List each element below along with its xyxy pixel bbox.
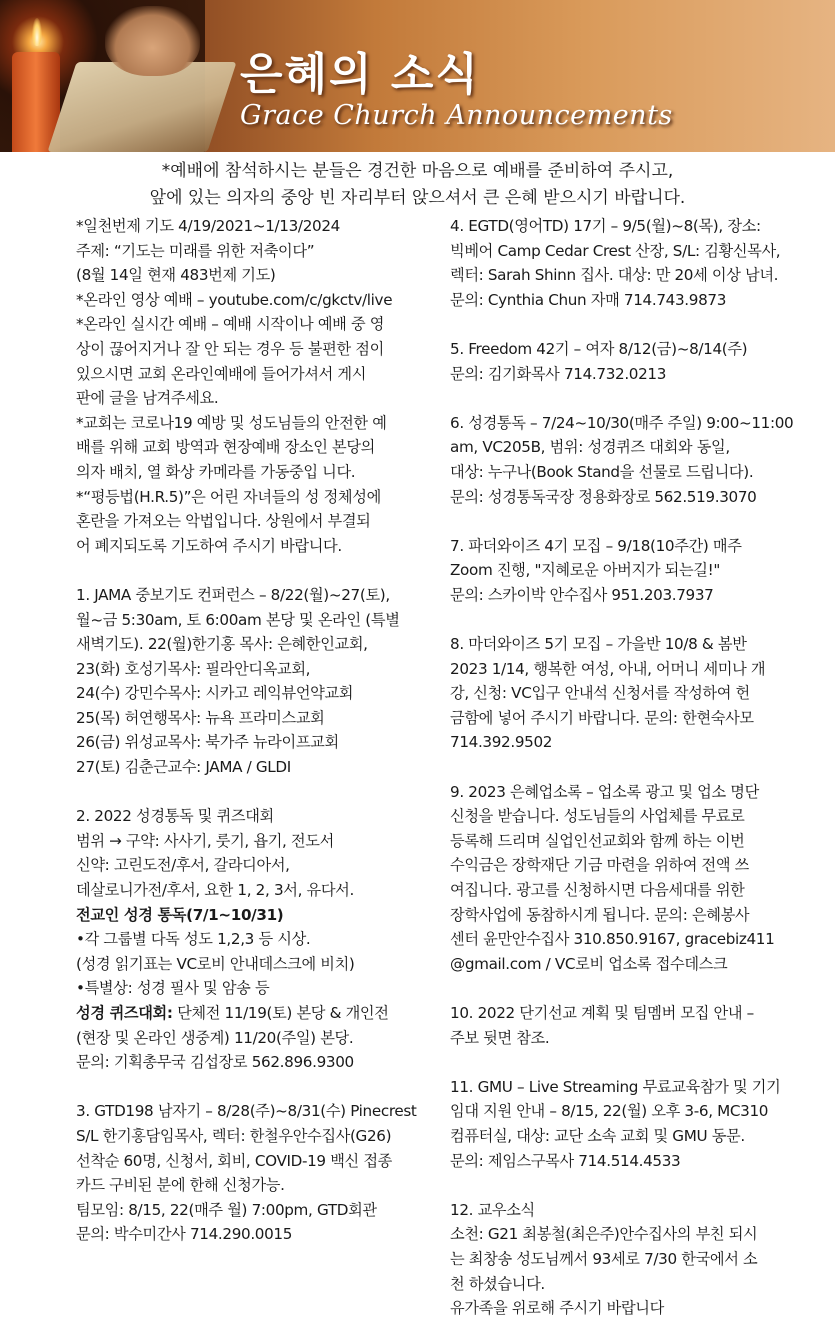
text-line: 여집니다. 광고를 신청하시면 다음세대를 위한: [450, 881, 745, 900]
text-line: [76, 1001, 438, 1026]
text-line: 문의: 기획총무국 김섭장로 562.896.9300: [76, 1053, 354, 1072]
text-line: 주제: “기도는 미래를 위한 저축이다”: [76, 241, 315, 260]
praying-hands-icon: [105, 6, 200, 76]
text-line: 새벽기도). 22(월)한기홍 목사: 은혜한인교회,: [76, 635, 368, 654]
text-line: 9. 2023 은혜업소록 – 업소록 광고 및 업소 명단: [450, 782, 759, 801]
text-line: 23(화) 호성기목사: 필라안디옥교회,: [76, 659, 311, 678]
text-line: *교회는 코로나19 예방 및 성도님들의 안전한 예: [76, 413, 387, 432]
text-line: 6. 성경통독 – 7/24~10/30(매주 주일) 9:00~11:00: [450, 413, 794, 432]
text-line: 유가족을 위로해 주시기 바랍니다: [450, 1299, 664, 1318]
announcement-item-12: [450, 1198, 815, 1321]
text-line: am, VC205B, 범위: 성경퀴즈 대회와 동일,: [450, 438, 730, 457]
text-line: 문의: 제임스구목사 714.514.4533: [450, 1151, 681, 1170]
text-line: 는 최창송 성도님께서 93세로 7/30 한국에서 소: [450, 1249, 758, 1268]
text-line: *온라인 실시간 예배 – 예배 시작이나 예배 중 영: [76, 315, 385, 334]
text-line: (성경 읽기표는 VC로비 안내데스크에 비치): [76, 954, 355, 973]
text-line: 렉터: Sarah Shinn 집사. 대상: 만 20세 이상 남녀.: [450, 266, 779, 285]
text-line: 상이 끊어지거나 잘 안 되는 경우 등 불편한 점이: [76, 339, 384, 358]
text-line: *일천번제 기도 4/19/2021~1/13/2024: [76, 217, 340, 235]
text-line: 등록해 드리며 실업인선교회와 함께 하는 이번: [450, 831, 745, 850]
text-line: @gmail.com / VC로비 업소록 접수데스크: [450, 954, 728, 973]
announcement-block: [76, 214, 438, 558]
text-line: 7. 파더와이즈 4기 모집 – 9/18(10주간) 매주: [450, 536, 742, 555]
text-line: 빅베어 Camp Cedar Crest 산장, S/L: 김황신목사,: [450, 241, 781, 260]
text-line: 문의: 박수미간사 714.290.0015: [76, 1225, 293, 1244]
announcement-item-5: [450, 337, 815, 386]
text-line: 장학사업에 동참하시게 됩니다. 문의: 은혜봉사: [450, 905, 750, 924]
flame-icon: [32, 18, 42, 46]
text-line: 27(토) 김춘근교수: JAMA / GLDI: [76, 758, 291, 777]
text-line: Zoom 진행, "지혜로운 아버지가 되는길!": [450, 561, 720, 580]
text-line: 문의: Cynthia Chun 자매 714.743.9873: [450, 290, 727, 309]
text-line: 4. EGTD(영어TD) 17기 – 9/5(월)~8(목), 장소:: [450, 217, 761, 235]
quiz-details: 단체전 11/19(토) 본당 & 개인전: [172, 1004, 389, 1022]
text-line: 판에 글을 남겨주세요.: [76, 389, 219, 408]
text-line: 금함에 넣어 주시기 바랍니다. 문의: 한현숙사모: [450, 708, 754, 727]
text-line: 어 폐지되도록 기도하여 주시기 바랍니다.: [76, 536, 342, 555]
announcement-item-7: [450, 534, 815, 608]
prayer-candle-image: [0, 0, 205, 152]
text-line: 대상: 누구나(Book Stand을 선물로 드립니다).: [450, 462, 754, 481]
text-line: 주보 뒷면 참조.: [450, 1028, 550, 1047]
text-line: 수익금은 장학재단 기금 마련을 위하여 전액 쓰: [450, 856, 749, 875]
text-line: 카드 구비된 분에 한해 신청가능.: [76, 1176, 285, 1195]
intro-line: 앞에 있는 의자의 중앙 빈 자리부터 앉으셔서 큰 은혜 받으시기 바랍니다.: [149, 188, 686, 208]
text-line: 신약: 고린도전/후서, 갈라디아서,: [76, 856, 290, 875]
announcement-item-11: [450, 1075, 815, 1173]
text-line: 2023 1/14, 행복한 여성, 아내, 어머니 세미나 개: [450, 659, 766, 678]
text-line: 신청을 받습니다. 성도님들의 사업체를 무료로: [450, 807, 745, 826]
text-line: 범위 → 구약: 사사기, 룻기, 욥기, 전도서: [76, 831, 334, 850]
page-subtitle: Grace Church Announcements: [240, 100, 673, 131]
text-line: 혼란을 가져오는 악법입니다. 상원에서 부결되: [76, 512, 371, 531]
text-line: (현장 및 온라인 생중계) 11/20(주일) 본당.: [76, 1028, 354, 1047]
text-line: 의자 배치, 열 화상 카메라를 가동중입 니다.: [76, 462, 356, 481]
text-line: 배를 위해 교회 방역과 현장예배 장소인 본당의: [76, 438, 375, 457]
text-line: S/L 한기홍담임목사, 렉터: 한철우안수집사(G26): [76, 1126, 392, 1145]
bold-heading: 전교인 성경 통독(7/1~10/31): [76, 905, 284, 924]
quiz-label: 성경 퀴즈대회:: [76, 1004, 173, 1022]
page-title: 은혜의 소식: [240, 49, 480, 100]
text-line: (8월 14일 현재 483번제 기도): [76, 266, 276, 285]
text-line: 10. 2022 단기선교 계획 및 팀멤버 모집 안내 –: [450, 1004, 754, 1022]
right-column: [450, 214, 815, 1321]
announcement-item-4: [450, 214, 815, 312]
text-line: 714.392.9502: [450, 733, 553, 752]
announcement-item-6: [450, 411, 815, 509]
text-line: 2. 2022 성경통독 및 퀴즈대회: [76, 807, 274, 826]
announcement-item-2: [76, 804, 438, 1075]
header-banner: [0, 0, 835, 152]
text-line: *온라인 영상 예배 – youtube.com/c/gkctv/live: [76, 290, 393, 309]
text-line: *“평등법(H.R.5)”은 어린 자녀들의 성 정체성에: [76, 487, 381, 506]
text-line: 월~금 5:30am, 토 6:00am 본당 및 온라인 (특별: [76, 610, 400, 629]
text-line: 소천: G21 최봉철(최은주)안수집사의 부친 되시: [450, 1225, 758, 1244]
intro-line: *예배에 참석하시는 분들은 경건한 마음으로 예배를 준비하여 주시고,: [161, 161, 674, 181]
announcement-item-3: [76, 1099, 438, 1247]
text-line: 11. GMU – Live Streaming 무료교육참가 및 기기: [450, 1077, 781, 1096]
intro-notice: [0, 158, 835, 212]
text-line: 천 하셨습니다.: [450, 1274, 545, 1293]
text-line: 3. GTD198 남자기 – 8/28(주)~8/31(수) Pinecrest: [76, 1102, 417, 1121]
announcement-item-1: [76, 583, 438, 780]
announcement-item-10: [450, 1001, 815, 1050]
text-line: 컴퓨터실, 대상: 교단 소속 교회 및 GMU 동문.: [450, 1126, 745, 1145]
announcement-item-8: [450, 632, 815, 755]
text-line: 문의: 성경통독국장 정용화장로 562.519.3070: [450, 487, 757, 506]
text-line: 5. Freedom 42기 – 여자 8/12(금)~8/14(주): [450, 339, 748, 358]
announcement-item-9: [450, 780, 815, 977]
text-line: 문의: 김기화목사 714.732.0213: [450, 364, 667, 383]
text-line: •각 그룹별 다독 성도 1,2,3 등 시상.: [76, 930, 311, 949]
text-line: 데살로니가전/후서, 요한 1, 2, 3서, 유다서.: [76, 881, 354, 900]
text-line: 있으시면 교회 온라인예배에 들어가셔서 게시: [76, 364, 367, 383]
text-line: 강, 신청: VC입구 안내석 신청서를 작성하여 헌: [450, 684, 750, 703]
text-line: 선착순 60명, 신청서, 회비, COVID-19 백신 접종: [76, 1151, 392, 1170]
text-line: 8. 마더와이즈 5기 모집 – 가을반 10/8 & 봄반: [450, 635, 747, 654]
text-line: 팀모임: 8/15, 22(매주 월) 7:00pm, GTD회관: [76, 1200, 377, 1219]
text-line: 1. JAMA 중보기도 컨퍼런스 – 8/22(월)~27(토),: [76, 585, 390, 604]
text-line: 문의: 스카이박 안수집사 951.203.7937: [450, 585, 714, 604]
text-line: •특별상: 성경 필사 및 암송 등: [76, 979, 270, 998]
text-line: 25(목) 허연행목사: 뉴욕 프라미스교회: [76, 708, 325, 727]
text-line: 26(금) 위성교목사: 북가주 뉴라이프교회: [76, 733, 339, 752]
text-line: 24(수) 강민수목사: 시카고 레익뷰언약교회: [76, 684, 354, 703]
text-line: 12. 교우소식: [450, 1200, 535, 1219]
text-line: 센터 윤만안수집사 310.850.9167, gracebiz411: [450, 930, 775, 949]
text-line: 임대 지원 안내 – 8/15, 22(월) 오후 3-6, MC310: [450, 1102, 769, 1121]
left-column: [76, 214, 438, 1247]
